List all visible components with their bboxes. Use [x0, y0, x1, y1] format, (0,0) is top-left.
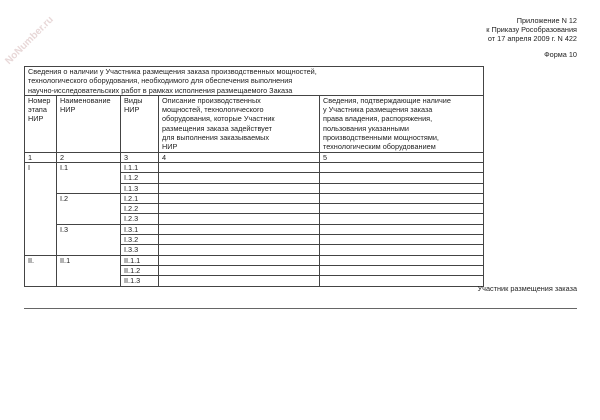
description-cell[interactable]	[159, 235, 320, 245]
type-cell: I.2.1	[121, 193, 159, 203]
description-cell[interactable]	[159, 183, 320, 193]
column-number: 3	[121, 152, 159, 162]
evidence-cell[interactable]	[320, 162, 484, 172]
evidence-cell[interactable]	[320, 276, 484, 286]
annex-line: Приложение N 12	[516, 16, 577, 25]
description-cell[interactable]	[159, 214, 320, 224]
annex-header	[486, 16, 577, 43]
evidence-cell[interactable]	[320, 183, 484, 193]
header-name: Наименование НИР	[57, 95, 121, 152]
name-cell: II.1	[57, 255, 121, 286]
capacity-table	[24, 66, 484, 287]
table-row	[25, 224, 484, 234]
description-cell[interactable]	[159, 173, 320, 183]
signature-label: Участник размещения заказа	[477, 284, 577, 293]
name-cell: I.3	[57, 224, 121, 255]
table-row	[25, 255, 484, 265]
table-row	[25, 193, 484, 203]
type-cell: II.1.1	[121, 255, 159, 265]
evidence-cell[interactable]	[320, 204, 484, 214]
stage-cell: II.	[25, 255, 57, 286]
name-cell: I.2	[57, 193, 121, 224]
evidence-cell[interactable]	[320, 214, 484, 224]
evidence-cell[interactable]	[320, 255, 484, 265]
description-cell[interactable]	[159, 162, 320, 172]
type-cell: I.1.1	[121, 162, 159, 172]
type-cell: II.1.2	[121, 265, 159, 275]
type-cell: I.3.3	[121, 245, 159, 255]
type-cell: I.1.3	[121, 183, 159, 193]
description-cell[interactable]	[159, 245, 320, 255]
description-cell[interactable]	[159, 255, 320, 265]
description-cell[interactable]	[159, 204, 320, 214]
header-description: Описание производственных мощностей, технологического оборудования, которые Участник размещения заказа задействует для выполнения заказываемых НИР	[159, 95, 320, 152]
table-title: Сведения о наличии у Участника размещения заказа производственных мощностей, технологического оборудования, необходимого для обеспечения выполнения научно-исследовательских работ в рамках исполнения размещаемого Заказа	[25, 67, 484, 96]
type-cell: I.3.2	[121, 235, 159, 245]
signature-line	[24, 308, 577, 309]
header-evidence: Сведения, подтверждающие наличие у Участника размещения заказа права владения, распоряжения, пользования указанными производственными мощностями, технологическим оборудованием	[320, 95, 484, 152]
type-cell: I.3.1	[121, 224, 159, 234]
form-number: Форма 10	[544, 50, 577, 59]
evidence-cell[interactable]	[320, 173, 484, 183]
description-cell[interactable]	[159, 193, 320, 203]
stage-cell: I	[25, 162, 57, 255]
description-cell[interactable]	[159, 276, 320, 286]
type-cell: II.1.3	[121, 276, 159, 286]
table-row	[25, 162, 484, 172]
evidence-cell[interactable]	[320, 265, 484, 275]
evidence-cell[interactable]	[320, 235, 484, 245]
annex-line: к Приказу Рособразования	[486, 25, 577, 34]
type-cell: I.1.2	[121, 173, 159, 183]
name-cell: I.1	[57, 162, 121, 193]
column-number: 2	[57, 152, 121, 162]
type-cell: I.2.3	[121, 214, 159, 224]
description-cell[interactable]	[159, 224, 320, 234]
evidence-cell[interactable]	[320, 245, 484, 255]
type-cell: I.2.2	[121, 204, 159, 214]
watermark: NoNumber.ru	[3, 14, 56, 67]
header-stage: Номер этапа НИР	[25, 95, 57, 152]
column-number: 5	[320, 152, 484, 162]
evidence-cell[interactable]	[320, 224, 484, 234]
annex-line: от 17 апреля 2009 г. N 422	[487, 34, 577, 43]
column-number: 1	[25, 152, 57, 162]
column-number: 4	[159, 152, 320, 162]
header-types: Виды НИР	[121, 95, 159, 152]
description-cell[interactable]	[159, 265, 320, 275]
evidence-cell[interactable]	[320, 193, 484, 203]
